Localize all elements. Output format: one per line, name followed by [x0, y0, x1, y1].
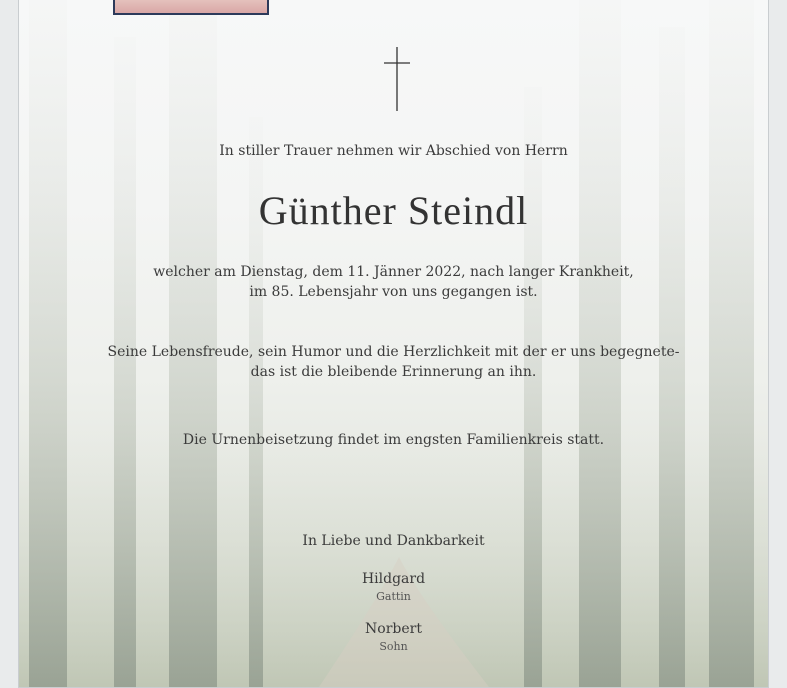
- memory-line-1: Seine Lebensfreude, sein Humor und die Herzlichkeit mit der er uns begegnete-: [107, 344, 680, 360]
- relative-role: Gattin: [376, 590, 411, 603]
- memory-paragraph: [0, 342, 787, 382]
- portrait-photo: [113, 0, 269, 15]
- closing-text: In Liebe und Dankbarkeit: [302, 533, 485, 549]
- death-line-1: welcher am Dienstag, dem 11. Jänner 2022, nach langer Krankheit,: [153, 264, 634, 280]
- death-line-2: im 85. Lebensjahr von uns gegangen ist.: [249, 284, 538, 300]
- burial-notice: Die Urnenbeisetzung findet im engsten Familienkreis statt.: [182, 432, 605, 448]
- deceased-name: Günther Steindl: [258, 188, 529, 233]
- relative-name: Hildgard: [361, 571, 426, 587]
- memory-line-2: das ist die bleibende Erinnerung an ihn.: [250, 364, 537, 380]
- death-announcement: [0, 262, 787, 302]
- relative-role: Sohn: [379, 640, 408, 653]
- cross-icon: [382, 47, 412, 111]
- intro-text: In stiller Trauer nehmen wir Abschied von Herrn: [219, 143, 568, 159]
- relative-name: Norbert: [365, 621, 422, 637]
